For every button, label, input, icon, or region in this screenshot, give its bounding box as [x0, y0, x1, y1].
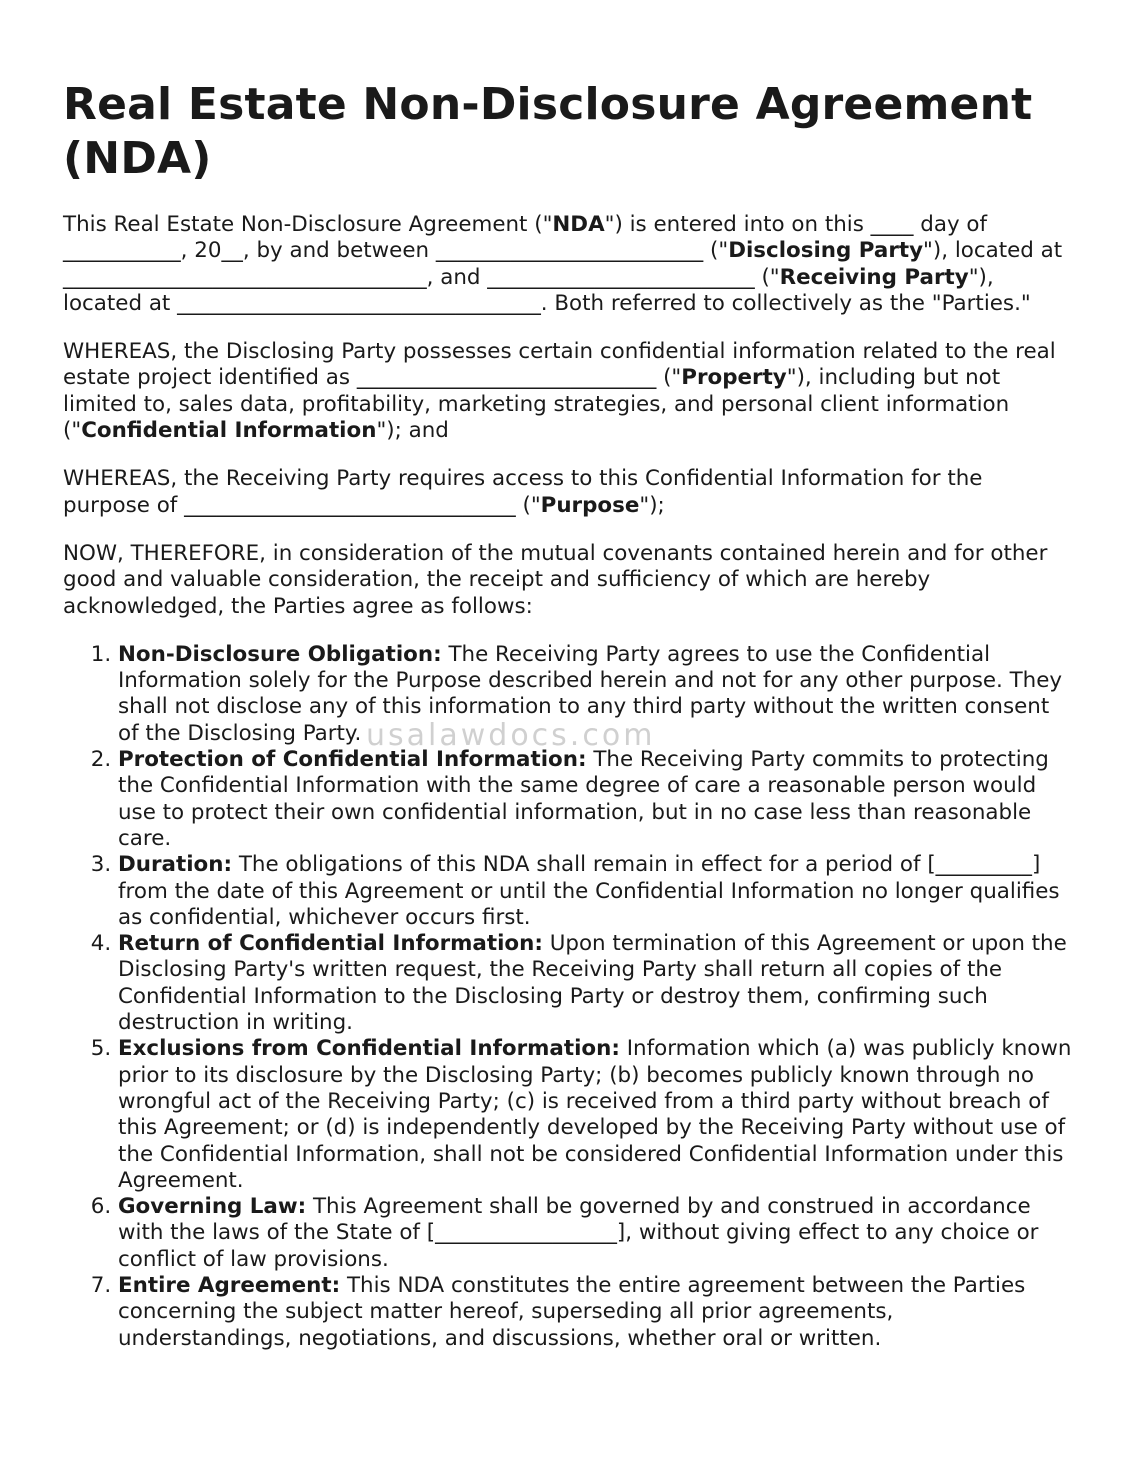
- intro-text-3: "), located at __________________________________, and _________________________ (": [63, 238, 1063, 290]
- clause-text: This NDA constitutes the entire agreement between the Parties concerning the subject matter hereof, superseding all prior agreements, understandings, negotiations, and discussions, whether oral or written.: [118, 1272, 1026, 1351]
- intro-paragraph: [63, 212, 1073, 317]
- whereas1-term-property: Property: [681, 365, 787, 391]
- clause-heading: Protection of Confidential Information:: [118, 747, 587, 773]
- clause-item: [118, 852, 1073, 931]
- clause-heading: Governing Law:: [118, 1194, 307, 1220]
- intro-term-nda: NDA: [552, 212, 605, 237]
- intro-text-4: "), located at __________________________________. Both referred to collectively as the "Parties.": [63, 264, 1031, 316]
- clause-item: [118, 1194, 1073, 1273]
- whereas1-term-confidential-information: Confidential Information: [81, 418, 377, 444]
- document-page: [63, 78, 1073, 1352]
- clause-heading: Non-Disclosure Obligation:: [118, 641, 442, 667]
- whereas-paragraph-2: [63, 466, 1073, 519]
- clause-heading: Entire Agreement:: [118, 1272, 341, 1298]
- clause-item: [118, 1273, 1073, 1352]
- clause-text: Upon termination of this Agreement or upon the Disclosing Party's written request, the Receiving Party shall return all copies of the Confidential Information to the Disclosing Party or destroy them, confirming such destruction in writing.: [118, 931, 1067, 1036]
- intro-term-receiving-party: Receiving Party: [779, 264, 969, 290]
- clause-item: [118, 642, 1073, 747]
- whereas-paragraph-1: [63, 339, 1073, 444]
- clauses-list: [63, 642, 1073, 1352]
- clause-text: This Agreement shall be governed by and construed in accordance with the laws of the State of [_________________], without giving effect to any choice or conflict of law provisions.: [118, 1194, 1039, 1272]
- intro-term-disclosing-party: Disclosing Party: [728, 238, 924, 264]
- intro-text-2: ") is entered into on this ____ day of ___________, 20__, by and between _________________________ (": [63, 212, 988, 264]
- whereas1-text-1: WHEREAS, the Disclosing Party possesses certain confidential information related to the real estate project identified as ____________________________ (": [63, 339, 1056, 391]
- whereas1-text-2: "), including but not limited to, sales data, profitability, marketing strategies, and personal client information (": [63, 365, 1010, 444]
- intro-text-1: This Real Estate Non-Disclosure Agreement (": [63, 212, 553, 237]
- clause-item: [118, 747, 1073, 852]
- document-title: Real Estate Non-Disclosure Agreement (NDA): [63, 79, 1033, 184]
- clause-heading: Return of Confidential Information:: [118, 931, 543, 957]
- clause-heading: Duration:: [118, 852, 233, 878]
- now-therefore-paragraph: NOW, THEREFORE, in consideration of the mutual covenants contained herein and for other good and valuable consideration, the receipt and sufficiency of which are hereby acknowledged, the Parties agree as follows:: [63, 540, 1048, 619]
- clause-text: The Receiving Party agrees to use the Confidential Information solely for the Purpose described herein and not for any other purpose. They shall not disclose any of this information to any third party without the written consent of the Disclosing Party.: [118, 641, 1063, 746]
- clause-item: [118, 931, 1073, 1036]
- clause-text: Information which (a) was publicly known prior to its disclosure by the Disclosing Party; (b) becomes publicly known through no wrongful act of the Receiving Party; (c) is received from a third party without breach of this Agreement; or (d) is independently developed by the Receiving Party without use of the Confidential Information, shall not be considered Confidential Information under this Agreement.: [118, 1036, 1072, 1193]
- watermark: usalawdocs.com: [366, 718, 656, 753]
- whereas2-term-purpose: Purpose: [540, 492, 640, 518]
- clause-heading: Exclusions from Confidential Information:: [118, 1036, 620, 1062]
- clause-text: The Receiving Party commits to protecting the Confidential Information with the same degree of care a reasonable person would use to protect their own confidential information, but in no case less than reasonable care.: [118, 747, 1049, 851]
- whereas2-text-2: ");: [639, 492, 665, 518]
- clause-item: [118, 1036, 1073, 1194]
- whereas2-text-1: WHEREAS, the Receiving Party requires access to this Confidential Information for the purpose of _______________________________ (": [63, 466, 983, 518]
- clause-text: The obligations of this NDA shall remain in effect for a period of [_________] from the date of this Agreement or until the Confidential Information no longer qualifies as confidential, whichever occurs first.: [118, 852, 1060, 930]
- whereas1-text-3: "); and: [376, 418, 449, 444]
